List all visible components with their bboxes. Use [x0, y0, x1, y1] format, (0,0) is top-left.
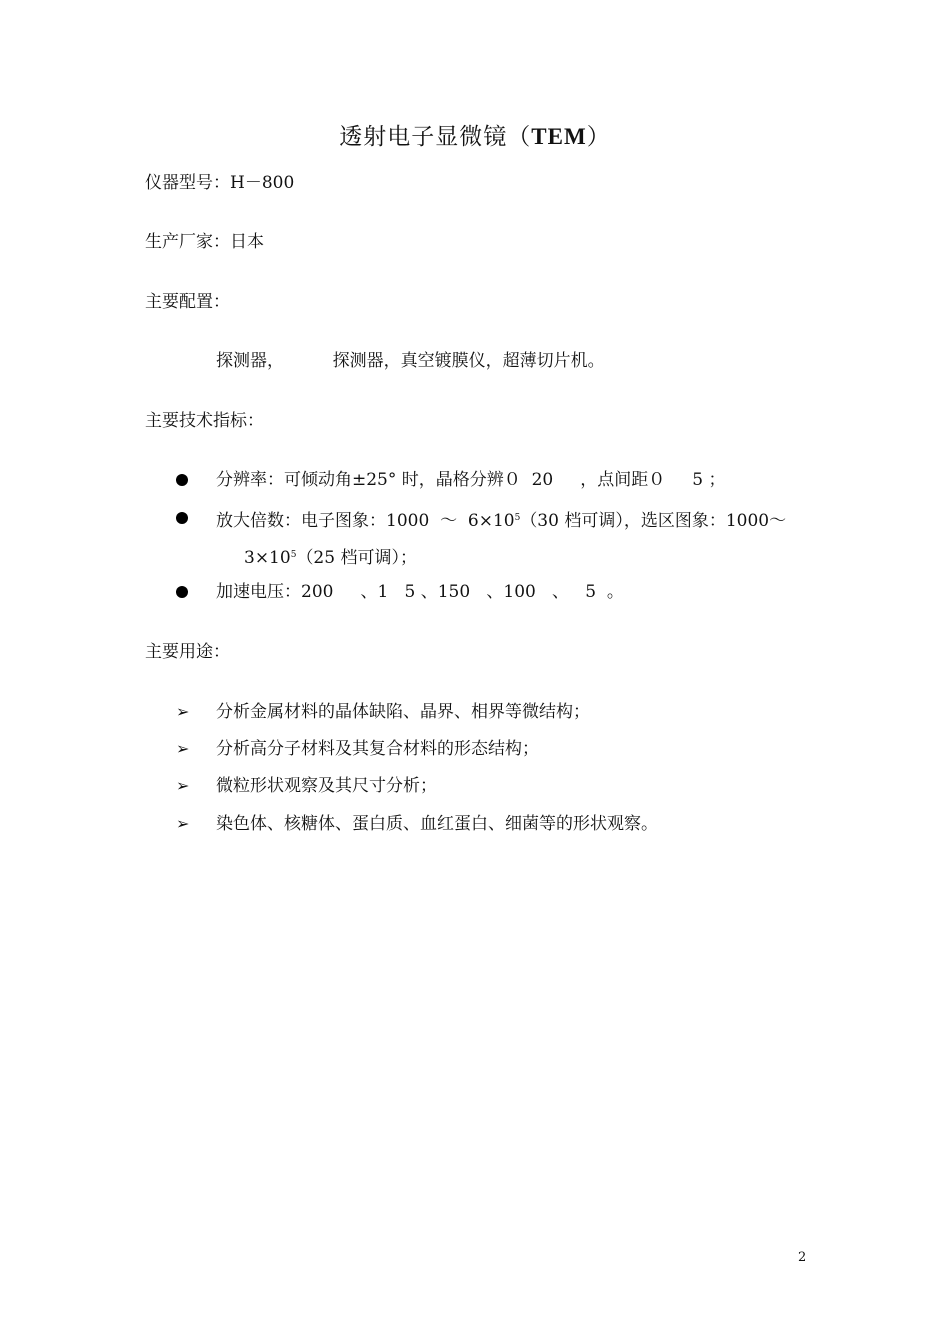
model-line: 仪器型号：H－800: [145, 173, 295, 193]
spec-text: 放大倍数：电子图象：1000 ～ 6×10: [216, 511, 515, 531]
spec-text: 加速电压：200 、1 5 、150 、100 、 5 。: [216, 582, 624, 602]
uses-heading: 主要用途：: [145, 642, 230, 662]
title-main: 透射电子显微镜（: [339, 124, 532, 150]
use-text: 分析金属材料的晶体缺陷、晶界、相界等微结构；: [216, 702, 590, 722]
use-text: 分析高分子材料及其复合材料的形态结构；: [216, 739, 539, 759]
bullet-dot-icon: [176, 474, 188, 486]
spec-cont-text: 3×10: [244, 548, 291, 568]
superscript: 5: [514, 513, 521, 523]
spec-continuation: [244, 543, 417, 570]
config-heading: 主要配置：: [145, 292, 230, 312]
spec-text-tail: （30 档可调），选区图象：1000～: [520, 511, 787, 531]
page-title: [0, 118, 950, 151]
config-line: 探测器， 探测器，真空镀膜仪，超薄切片机。: [216, 351, 605, 371]
bullet-dot-icon: [176, 586, 188, 598]
spec-text-wrapper: [216, 506, 786, 533]
use-text: 微粒形状观察及其尺寸分析；: [216, 776, 437, 796]
specs-heading: 主要技术指标：: [145, 411, 264, 431]
use-text: 染色体、核糖体、蛋白质、血红蛋白、细菌等的形状观察。: [216, 814, 658, 834]
bullet-dot-icon: [176, 512, 188, 524]
arrow-bullet-icon: ➢: [176, 739, 190, 758]
spec-text: 分辨率：可倾动角±25° 时，晶格分辨０ 20 ，点间距０ 5 ；: [216, 470, 726, 490]
spec-cont-tail: （25 档可调）；: [296, 548, 417, 568]
superscript: 5: [290, 550, 297, 560]
page-number: 2: [798, 1250, 807, 1265]
maker-line: 生产厂家：日本: [145, 232, 264, 252]
arrow-bullet-icon: ➢: [176, 814, 190, 833]
arrow-bullet-icon: ➢: [176, 776, 190, 795]
arrow-bullet-icon: ➢: [176, 702, 190, 721]
title-close: ）: [586, 124, 611, 150]
title-abbr: TEM: [531, 124, 587, 149]
